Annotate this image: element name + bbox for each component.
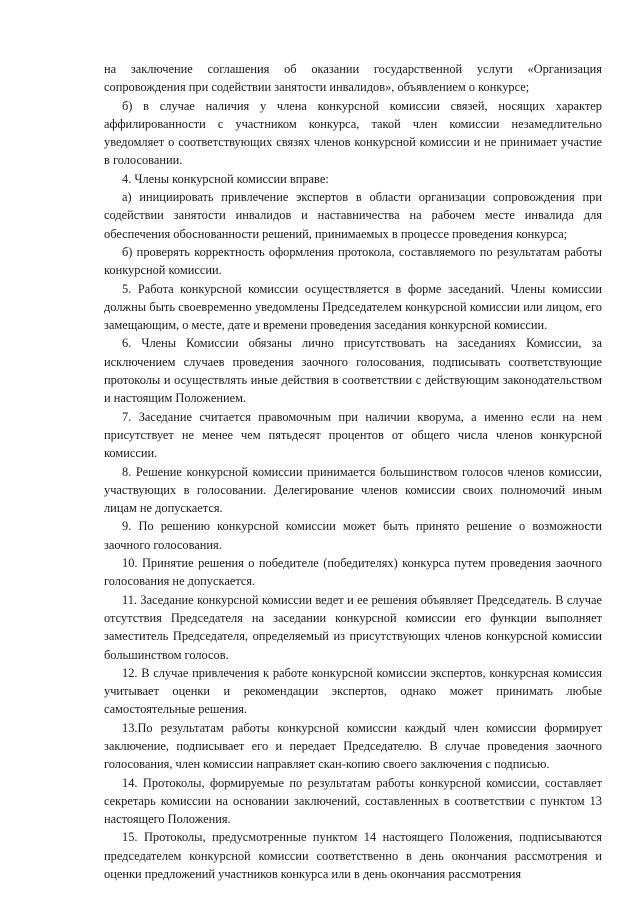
paragraph: 4. Члены конкурсной комиссии вправе: xyxy=(122,171,329,186)
paragraph: 15. Протоколы, предусмотренные пунктом 14 настоящего Положения, подписываются председателем конкурсной комиссии соответственно в день окончания рассмотрения и оценки предложений участников конкурса или в день окончания рассмотрения xyxy=(104,830,602,882)
paragraph: 8. Решение конкурсной комиссии принимается большинством голосов членов комиссии, участвующих в голосовании. Делегирование членов комиссии своих полномочий иным лицам не допускается. xyxy=(104,464,602,516)
paragraph: 6. Члены Комиссии обязаны лично присутствовать на заседаниях Комиссии, за исключением случаев проведения заочного голосования, подписывать соответствующие протоколы и осуществлять иные действия в соответствии с действующим законодательством и настоящим Положением. xyxy=(104,336,602,406)
paragraph: 5. Работа конкурсной комиссии осуществляется в форме заседаний. Члены комиссии должны быть своевременно уведомлены Председателем конкурсной комиссии или лицом, его замещающим, о месте, дате и времени проведения заседания конкурсной комиссии. xyxy=(104,281,602,333)
paragraph: 13.По результатам работы конкурсной комиссии каждый член комиссии формирует заключение, подписывает его и передает Председателю. В случае проведения заочного голосования, член комиссии направляет скан-копию своего заключения с подписью. xyxy=(104,720,602,772)
paragraph: на заключение соглашения об оказании государственной услуги «Организация сопровождения при содействии занятости инвалидов», объявлением о конкурсе; xyxy=(104,62,602,95)
paragraph: 10. Принятие решения о победителе (победителях) конкурса путем проведения заочного голосования не допускается. xyxy=(104,556,602,589)
paragraph: 12. В случае привлечения к работе конкурсной комиссии экспертов, конкурсная комиссия учитывает оценки и рекомендации экспертов, однако может принимать любые самостоятельные решения. xyxy=(104,665,602,717)
paragraph: 14. Протоколы, формируемые по результатам работы конкурсной комиссии, составляет секретарь комиссии на основании заключений, составленных в соответствии с пунктом 13 настоящего Положения. xyxy=(104,775,602,827)
paragraph: б) в случае наличия у члена конкурсной комиссии связей, носящих характер аффилированности с участником конкурса, такой член комиссии незамедлительно уведомляет о соответствующих связях членов конкурсной комиссии и не принимает участие в голосовании. xyxy=(104,98,602,168)
paragraph: б) проверять корректность оформления протокола, составляемого по результатам работы конкурсной комиссии. xyxy=(104,244,602,278)
paragraph: 11. Заседание конкурсной комиссии ведет и ее решения объявляет Председатель. В случае отсутствия Председателя на заседании конкурсной комиссии его функции выполняет заместитель Председателя, определяемый из присутствующих членов конкурсной комиссии большинством голосов. xyxy=(104,592,602,662)
document-body xyxy=(104,60,602,883)
paragraph: а) инициировать привлечение экспертов в области организации сопровождения при содействии занятости инвалидов и наставничества на рабочем месте инвалида для обеспечения обоснованности решений, принимаемых в процессе проведения конкурса; xyxy=(104,190,602,241)
paragraph: 9. По решению конкурсной комиссии может быть принято решение о возможности заочного голосования. xyxy=(104,519,602,552)
paragraph: 7. Заседание считается правомочным при наличии кворума, а именно если на нем присутствует не менее чем пятьдесят процентов от общего числа членов конкурсной комиссии. xyxy=(104,409,602,461)
